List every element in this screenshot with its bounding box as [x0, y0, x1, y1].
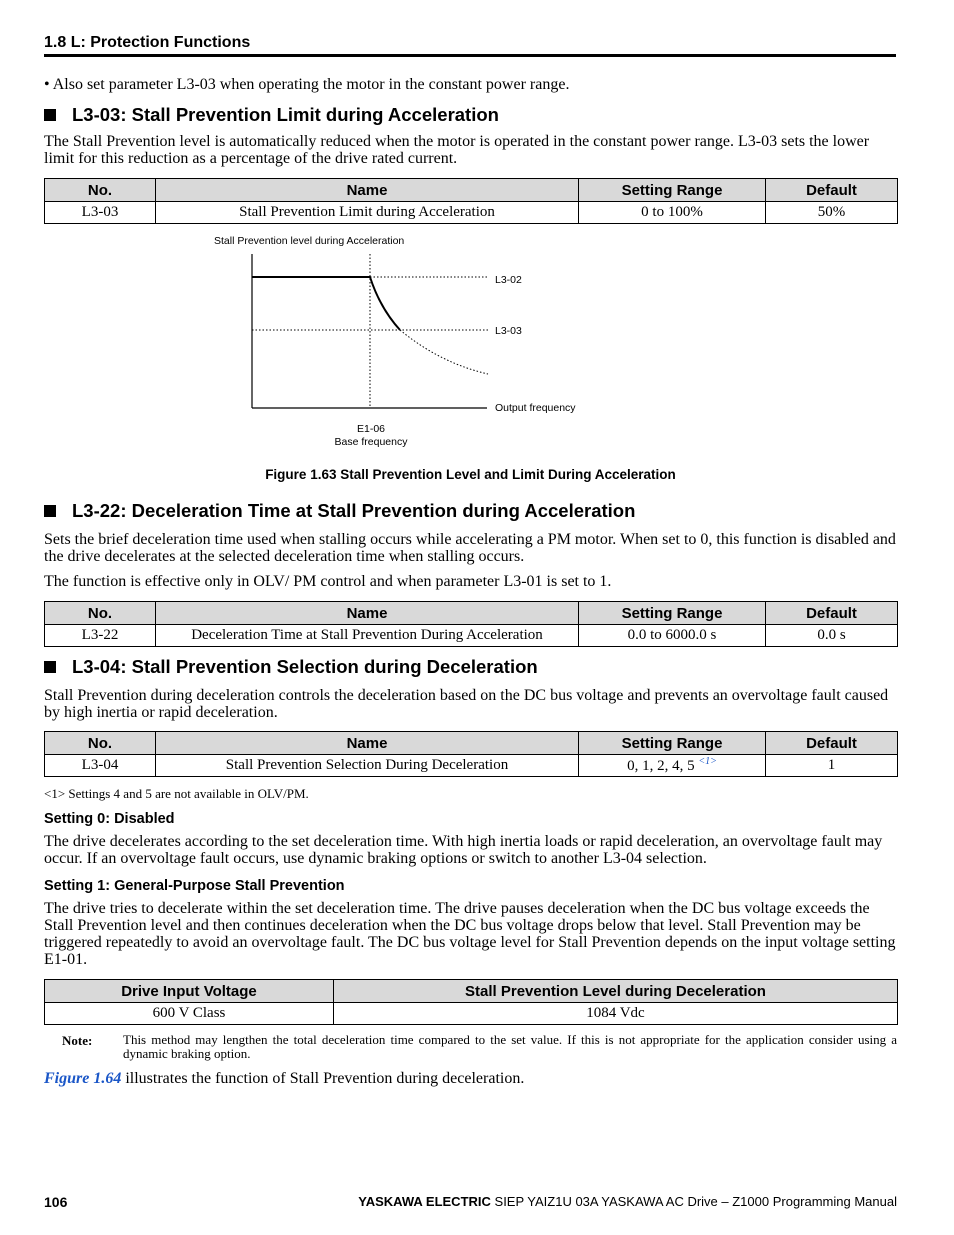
col-no: No.	[45, 732, 156, 755]
table-header-row	[45, 179, 898, 202]
footnote: <1> Settings 4 and 5 are not available in OLV/PM.	[44, 786, 309, 801]
col-default: Default	[766, 602, 898, 625]
table-row	[45, 202, 898, 224]
cell-stall-prevention-level: 1084 Vdc	[334, 1003, 898, 1025]
paragraph-l3-22-1: Sets the brief deceleration time used when stalling occurs while accelerating a PM motor. When set to 0, this function is disabled and the drive decelerates at the selected deceleration time when stalling occurs.	[44, 531, 896, 565]
square-bullet-icon	[44, 505, 56, 517]
paragraph-l3-22-2: The function is effective only in OLV/ PM control and when parameter L3-01 is set to 1.	[44, 573, 612, 590]
cell-setting-range: 0.0 to 6000.0 s	[579, 625, 766, 647]
table-row	[45, 1003, 898, 1025]
y-axis-label: Stall Prevention level during Acceleration	[214, 235, 405, 247]
label-l3-02: L3-02	[495, 274, 522, 286]
heading-l3-04	[44, 656, 897, 678]
note-label: Note:	[62, 1033, 93, 1048]
closing-paragraph	[44, 1070, 897, 1087]
col-no: No.	[45, 602, 156, 625]
col-setting-range: Setting Range	[579, 602, 766, 625]
footer-doc-info	[358, 1194, 897, 1209]
table-l3-03	[44, 178, 898, 224]
col-name: Name	[156, 179, 579, 202]
base-frequency-label: Base frequency	[334, 436, 408, 448]
cell-no: L3-04	[45, 755, 156, 777]
footer-doc-title: SIEP YAIZ1U 03A YASKAWA AC Drive – Z1000 Programming Manual	[490, 1194, 897, 1209]
col-default: Default	[766, 179, 898, 202]
x-axis-label: Output frequency	[495, 402, 576, 414]
cell-name: Deceleration Time at Stall Prevention During Acceleration	[156, 625, 579, 647]
heading-l3-22-text: L3-22: Deceleration Time at Stall Prevention during Acceleration	[72, 500, 636, 521]
square-bullet-icon	[44, 109, 56, 121]
cell-default: 1	[766, 755, 898, 777]
closing-text: illustrates the function of Stall Prevention during deceleration.	[121, 1070, 525, 1087]
section-header: 1.8 L: Protection Functions	[44, 34, 896, 57]
table-header-row	[45, 602, 898, 625]
paragraph-setting-1: The drive tries to decelerate within the set deceleration time. The drive pauses deceleration when the DC bus voltage exceeds the Stall Prevention level and then continues deceleration when the DC bus voltage drops below that level. Stall Prevention may be triggered repeatedly to avoid an overvoltage fault. The DC bus voltage level for Stall Prevention depends on the input voltage setting E1-01.	[44, 900, 896, 968]
figure-1-63-diagram	[200, 228, 620, 453]
label-l3-03: L3-03	[495, 325, 522, 337]
reduction-curve-dotted	[400, 330, 488, 374]
heading-l3-22	[44, 500, 897, 522]
cell-drive-input-voltage: 600 V Class	[45, 1003, 334, 1025]
table-voltage	[44, 979, 898, 1025]
col-default: Default	[766, 732, 898, 755]
heading-l3-03-text: L3-03: Stall Prevention Limit during Acceleration	[72, 104, 499, 125]
footer-brand: YASKAWA ELECTRIC	[358, 1194, 491, 1209]
footnote-ref-link[interactable]: <1>	[698, 756, 717, 767]
col-name: Name	[156, 732, 579, 755]
table-l3-22	[44, 601, 898, 647]
heading-l3-03	[44, 104, 897, 126]
col-name: Name	[156, 602, 579, 625]
col-stall-prevention-level: Stall Prevention Level during Deceleration	[334, 980, 898, 1003]
note-text: This method may lengthen the total deceleration time compared to the set value. If this is not appropriate for the application consider using a dynamic braking option.	[123, 1032, 897, 1061]
col-setting-range: Setting Range	[579, 179, 766, 202]
table-row	[45, 755, 898, 777]
cell-setting-range: 0 to 100%	[579, 202, 766, 224]
table-header-row	[45, 980, 898, 1003]
intro-bullet: • Also set parameter L3-03 when operating the motor in the constant power range.	[44, 76, 570, 93]
base-frequency-code: E1-06	[356, 423, 386, 435]
table-row	[45, 625, 898, 647]
figure-caption: Figure 1.63 Stall Prevention Level and Limit During Acceleration	[265, 467, 676, 482]
col-setting-range: Setting Range	[579, 732, 766, 755]
cell-no: L3-03	[45, 202, 156, 224]
cell-setting-range	[579, 755, 766, 777]
figure-1-64-link[interactable]: Figure 1.64	[44, 1070, 122, 1087]
setting-range-value: 0, 1, 2, 4, 5	[627, 758, 695, 774]
col-drive-input-voltage: Drive Input Voltage	[45, 980, 334, 1003]
paragraph-l3-04: Stall Prevention during deceleration controls the deceleration based on the DC bus voltage and prevents an overvoltage fault caused by high inertia or rapid deceleration.	[44, 687, 889, 721]
cell-default: 0.0 s	[766, 625, 898, 647]
paragraph-setting-0: The drive decelerates according to the set deceleration time. With high inertia loads or rapid deceleration, an overvoltage fault may occur. If an overvoltage fault occurs, use dynamic braking options or switch to another L3-04 selection.	[44, 833, 883, 867]
page-number: 106	[44, 1194, 68, 1210]
heading-setting-1: Setting 1: General-Purpose Stall Prevention	[44, 878, 345, 894]
cell-default: 50%	[766, 202, 898, 224]
heading-l3-04-text: L3-04: Stall Prevention Selection during Deceleration	[72, 656, 538, 677]
paragraph-l3-03: The Stall Prevention level is automatically reduced when the motor is operated in the constant power range. L3-03 sets the lower limit for this reduction as a percentage of the drive rated current.	[44, 133, 870, 167]
cell-name: Stall Prevention Selection During Deceleration	[156, 755, 579, 777]
heading-setting-0: Setting 0: Disabled	[44, 811, 175, 827]
col-no: No.	[45, 179, 156, 202]
cell-name: Stall Prevention Limit during Acceleration	[156, 202, 579, 224]
cell-no: L3-22	[45, 625, 156, 647]
square-bullet-icon	[44, 661, 56, 673]
table-l3-04	[44, 731, 898, 777]
stall-prevention-level-curve	[252, 277, 400, 330]
table-header-row	[45, 732, 898, 755]
